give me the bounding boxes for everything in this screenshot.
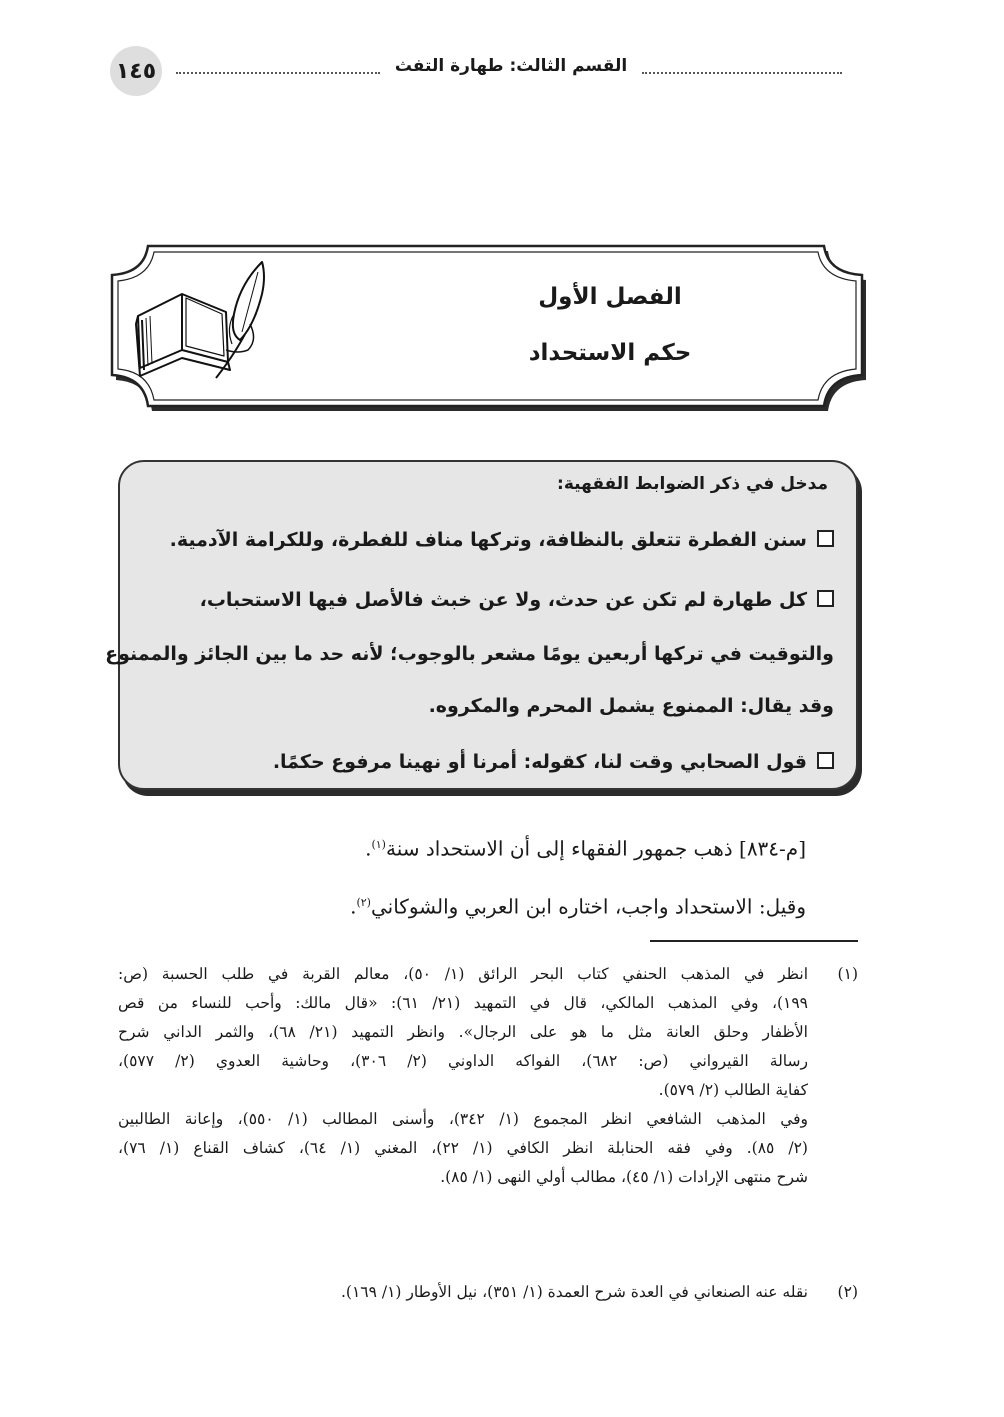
rule-item-continuation: والتوقيت في تركها أربعين يومًا مشعر بالوجوب؛ لأنه حد ما بين الجائز والممنوع bbox=[105, 643, 834, 665]
running-head: القسم الثالث: طهارة التفث bbox=[394, 56, 628, 76]
rule-item: قول الصحابي وقت لنا، كقوله: أمرنا أو نهينا مرفوع حكمًا. bbox=[140, 748, 834, 776]
footnote-text: انظر في المذهب الحنفي كتاب البحر الرائق (١/ ٥٠)، معالم القربة في طلب الحسبة (ص: ١٩٩)، وفي المذهب المالكي، قال في التمهيد (٢١/ ٦١): «قال مالك: وأحب للنساء من قص الأظفار وحلق العانة مثل ما هو على الرجال». وانظر التمهيد (٢١/ ٦٨)، والثمر الداني شرح رسالة القيرواني (ص: ٦٨٢)، الفواكه الداوني (٢/ ٣٠٦)، وحاشية العدوي (٢/ ٥٧٧)، كفاية الطالب (٢/ ٥٧٩). وفي المذهب الشافعي انظر المجموع (١/ ٣٤٢)، وأسنى المطالب (١/ ٥٥٠)، وإعانة الطالبين (٢/ ٨٥). وفي فقه الحنابلة انظر الكافي (١/ ٢٢)، المغني (١/ ٦٤)، كشاف القناع (١/ ٧٦)، شرح منتهى الإرادات (١/ ٤٥)، مطالب أولي النهى (١/ ٨٥). bbox=[118, 965, 809, 1186]
footnote-2 bbox=[118, 1278, 858, 1307]
book-quill-icon bbox=[130, 254, 280, 384]
header-dots-left bbox=[176, 72, 380, 74]
chapter-title: الفصل الأول bbox=[538, 284, 682, 310]
rules-box bbox=[105, 460, 858, 790]
footnote-1 bbox=[118, 960, 858, 1192]
rule-item-continuation: وقد يقال: الممنوع يشمل المحرم والمكروه. bbox=[428, 695, 834, 717]
rules-heading: مدخل في ذكر الضوابط الفقهية: bbox=[557, 474, 828, 494]
chapter-frame bbox=[110, 240, 870, 416]
page-number: ١٤٥ bbox=[110, 46, 162, 96]
footnote-number: (١) bbox=[837, 965, 858, 983]
footnote-ref[interactable]: (١) bbox=[371, 838, 386, 851]
body-paragraph: [م-٨٣٤] ذهب جمهور الفقهاء إلى أن الاستحداد سنة$^{(١)}$. bbox=[365, 836, 806, 861]
footnote-text: نقله عنه الصنعاني في العدة شرح العمدة (١/ ٣٥١)، نيل الأوطار (١/ ١٦٩). bbox=[340, 1283, 808, 1301]
footnote-ref[interactable]: (٢) bbox=[356, 896, 371, 909]
header-dots-right bbox=[642, 72, 842, 74]
checkbox-icon bbox=[817, 590, 834, 607]
rule-item: كل طهارة لم تكن عن حدث، ولا عن خبث فالأصل فيها الاستحباب، bbox=[140, 586, 834, 614]
chapter-subtitle: حكم الاستحداد bbox=[528, 340, 692, 366]
checkbox-icon bbox=[817, 752, 834, 769]
body-paragraph: وقيل: الاستحداد واجب، اختاره ابن العربي والشوكاني$^{(٢)}$. bbox=[350, 894, 806, 919]
rule-item: سنن الفطرة تتعلق بالنظافة، وتركها مناف للفطرة، وللكرامة الآدمية. bbox=[140, 526, 834, 554]
footnote-number: (٢) bbox=[837, 1283, 858, 1301]
checkbox-icon bbox=[817, 530, 834, 547]
footnote-separator bbox=[650, 940, 858, 942]
